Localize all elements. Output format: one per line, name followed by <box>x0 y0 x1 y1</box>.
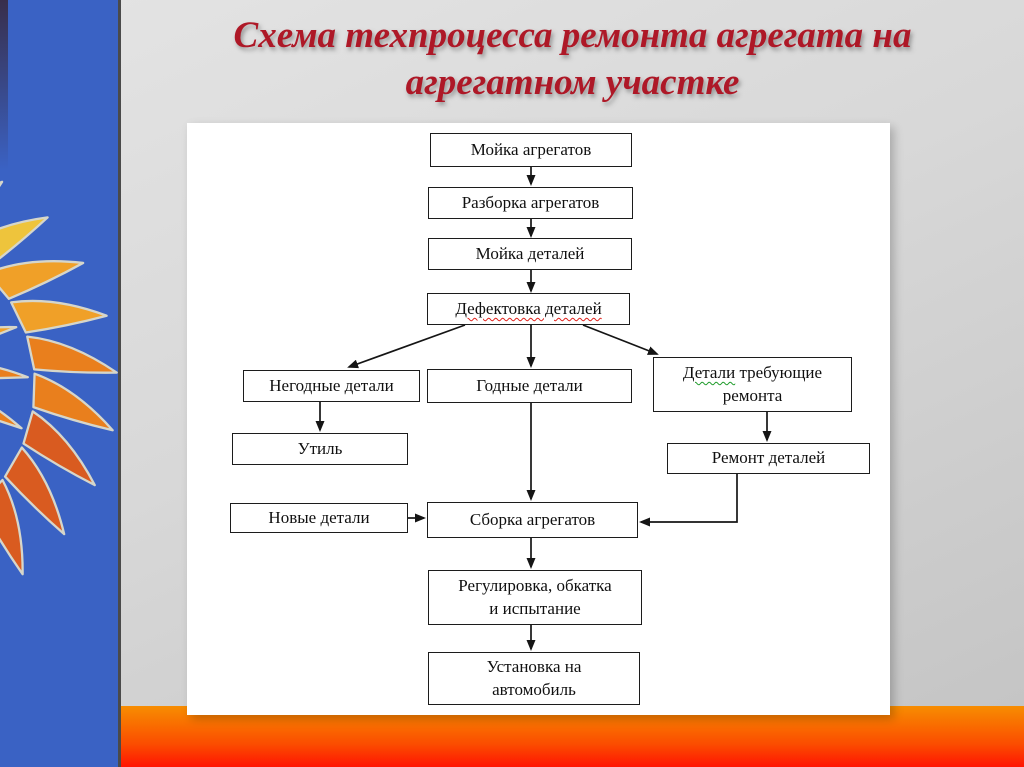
gear-tooth <box>27 337 116 373</box>
flow-arrow-repair-to-assemble <box>641 474 737 522</box>
slide-title-line1: Схема техпроцесса ремонта агрегата на <box>233 15 912 56</box>
flow-node-install-on-vehicle <box>428 652 640 705</box>
flow-node-label: Разборка агрегатов <box>461 192 600 212</box>
gear-tooth <box>0 327 16 363</box>
flow-node-scrap <box>232 433 408 465</box>
flow-node-wash-parts <box>428 238 632 270</box>
flow-node-unusable-parts <box>243 370 420 402</box>
gear-tooth <box>0 362 28 380</box>
flow-node-defect-inspection <box>427 293 630 325</box>
sidebar-separator <box>118 0 121 767</box>
flow-arrow-defect-to-unusable <box>349 325 465 367</box>
flow-node-label: Ремонт деталей <box>711 448 826 468</box>
flow-node-label: Детали требующие <box>682 363 823 383</box>
flow-node-adjust-run-in-test <box>428 570 642 625</box>
slide-title <box>121 12 1024 106</box>
flow-node-wash-units <box>430 133 632 167</box>
sidebar-edge-shadow <box>0 0 8 170</box>
flow-node-repair-parts <box>667 443 870 474</box>
gear-tooth <box>0 480 23 574</box>
flow-node-usable-parts <box>427 369 632 403</box>
flow-arrow-defect-to-needing-repair <box>583 325 657 354</box>
flow-node-label: Регулировка, обкатка <box>458 576 612 596</box>
flow-node-label: Утиль <box>297 438 343 458</box>
flow-node-label: Дефектовка деталей <box>455 298 602 318</box>
slide-title-line2: агрегатном участке <box>405 62 740 103</box>
flow-node-label: Мойка агрегатов <box>470 139 592 159</box>
flow-node-assemble-units <box>427 502 638 538</box>
flow-node-label: Годные детали <box>476 375 583 395</box>
flow-node-label: Установка на <box>486 657 582 677</box>
gear-tooth <box>0 261 83 299</box>
gear-tooth <box>11 301 106 333</box>
flow-node-label: Новые детали <box>268 507 370 527</box>
flow-node-label: и испытание <box>489 598 581 618</box>
flow-node-label: Мойка деталей <box>475 243 585 263</box>
gear-tooth <box>0 381 22 428</box>
flow-node-label: Негодные детали <box>269 375 394 395</box>
flow-node-parts-needing-repair <box>653 357 852 412</box>
flow-node-label: автомобиль <box>492 679 576 699</box>
footer-accent-bar <box>121 706 1024 767</box>
flow-node-new-parts <box>230 503 408 533</box>
flow-node-label: Сборка агрегатов <box>469 509 596 529</box>
flow-node-disassemble-units <box>428 187 633 219</box>
gear-graphic <box>0 0 118 767</box>
flowchart-panel <box>187 123 890 715</box>
flow-node-label: ремонта <box>722 385 783 405</box>
